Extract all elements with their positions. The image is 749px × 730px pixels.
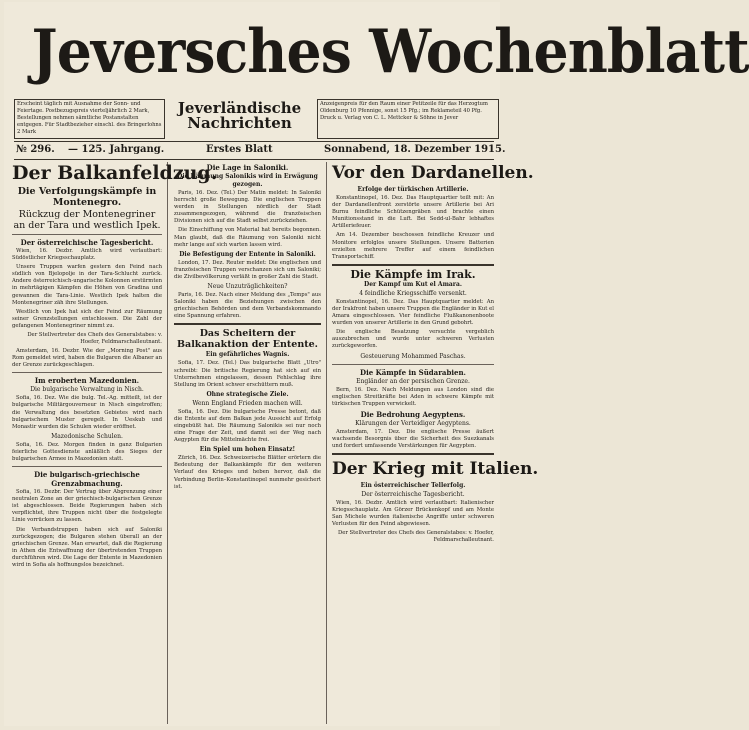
divider xyxy=(12,466,162,467)
divider xyxy=(332,364,494,365)
section-title: Die bulgarisch-griechische Grenzabmachung. xyxy=(34,470,140,489)
headline: Der Krieg mit Italien. xyxy=(332,459,539,480)
column-middle xyxy=(174,162,321,726)
section-subtitle: Die bulgarische Verwaltung in Nisch. xyxy=(30,386,144,394)
article-paragraph: Am 14. Dezember beschossen feindliche Kreuzer und Monitore erfolglos unsere Stellungen. Unsere Batterien erzielten mehrere Treffer auf einem feindlichen Transportschiff. xyxy=(332,232,494,260)
article-paragraph: London, 17. Dez. Reuter meldet: Die englischen und französischen Truppen verschanzen sich um Saloniki; die Zivilbevölkerung verläßt in großer Zahl die Stadt. xyxy=(174,259,321,280)
divider xyxy=(332,264,494,266)
article-paragraph: Die Verbandstruppen haben sich auf Saloniki zurückgezogen; die Bulgaren stehen überall an der griechischen Grenze. Man erwartet, daß die Regierung in Athen die Entwaffnung der übertretenden Truppen durchführen wird. Die Lage der Entente in Mazedonien wird in Sofia als hoffnungslos bezeichnet. xyxy=(12,526,162,568)
divider xyxy=(12,234,162,235)
divider xyxy=(332,453,494,455)
article-paragraph: Sofia, 16. Dez. Morgen finden in ganz Bulgarien feierliche Gottesdienste anläßlich des Sieges der bulgarischen Armee in Mazedonien statt. xyxy=(12,441,162,462)
section-subtitle: Klärungen der Verteidiger Aegyptens. xyxy=(355,419,471,427)
section-title: Die Bedrohung Aegyptens. xyxy=(360,409,466,419)
report-dateline: Wien, 16. Dezbr. Amtlich wird verlautbart: Südöstlicher Kriegsschauplatz. xyxy=(12,248,162,262)
article-paragraph: Unsere Truppen warfen gestern den Feind nach südlich von Bjelopolje in der Tara-Schlucht zurück. Andere österreichisch-ungarische Kolonnen erstürmten in mehrtägigen Kämpfen die Höhen von Gradina und gewannen die Tara-Linie. Westlich Ipek halten die Montenegriner zäh ihre Stellungen. xyxy=(12,264,162,306)
report-signature: Der Stellvertreter des Chefs des Generalstabes: v. Hoefer, Feldmarschalleutnant. xyxy=(337,530,494,544)
section-headline: Das Scheitern der Balkanaktion der Entente. xyxy=(177,328,318,351)
article-paragraph: Konstantinopel, 16. Dez. Das Hauptquartier teilt mit: An der Dardanellenfront zerstörte unsere Artillerie bei Ari Burnu feindliche Schützengräben und brachte einen Munitionsstand in die Luft. Bei Sedd-ul-Bahr lebhaftes Artilleriefeuer. xyxy=(332,195,494,230)
article-paragraph: Zürich, 16. Dez. Schweizerische Blätter erörtern die Bedeutung der Balkankämpfe für den weiteren Verlauf des Krieges und heben hervor, daß die Verbindung Berlin–Konstantinopel nunmehr gesichert ist. xyxy=(174,455,321,490)
section-subtitle: Ein Spiel um hohen Einsatz! xyxy=(199,446,296,454)
column-left xyxy=(12,162,218,726)
issue-bar xyxy=(16,144,506,158)
article-paragraph: Konstantinopel, 16. Dez. Das Hauptquartier meldet: An der Irakfront haben unsere Truppen die Engländer in Kut el Amara eingeschlossen. Vier feindliche Flußkanonenboote wurden von unserer Artillerie in den Grund gebohrt. xyxy=(332,298,494,327)
masthead xyxy=(12,6,749,98)
section-subtitle: Der Kampf um Kut el Amara. xyxy=(364,280,462,288)
article-paragraph: Amsterdam, 16. Dezbr. Wie der „Morning Post" aus Rom gemeldet wird, haben die Bulgaren die Albaner an der Grenze zurückgeschlagen. xyxy=(12,348,162,369)
headline: Der Balkanfeldzug. xyxy=(12,162,218,184)
article-paragraph: Sofia, 16. Dez. Die bulgarische Presse betont, daß die Entente auf dem Balkan jede Aussicht auf Erfolg eingebüßt hat. Die Räumung Salonikis sei nur noch eine Frage der Zeit, und damit sei der Weg nach Aegypten für die Mittelmächte frei. xyxy=(174,408,321,444)
article-paragraph: Bern, 16. Dez. Nach Meldungen aus London sind die englischen Streitkräfte bei Aden in schwere Kämpfe mit türkischen Truppen verwickelt. xyxy=(332,386,494,407)
subtitle-line-2: Nachrichten xyxy=(187,114,292,132)
article-paragraph: Sofia, 16. Dezbr. Der Vertrag über Abgrenzung einer neutralen Zone an der griechisch-bulgarischen Grenze ist abgeschlossen. Beide Regierungen haben sich verpflichtet, ihre Truppen nicht über die festgelegte Linie vorrücken zu lassen. xyxy=(12,489,162,524)
article-paragraph: Westlich von Ipek hat sich der Feind zur Räumung seiner Grenzstellungen entschlossen. Die Zahl der gefangenen Montenegriner nimmt zu. xyxy=(12,308,162,329)
section-subtitle: Die Befestigung der Entente in Saloniki. xyxy=(179,250,316,258)
section-subtitle: Mazedonische Schulen. xyxy=(51,432,123,440)
newspaper-title: Jeversches Wochenblatt xyxy=(31,17,749,87)
report-title: Der österreichische Tagesbericht. xyxy=(20,238,154,247)
issue-edition: Erstes Blatt xyxy=(206,144,273,155)
article-paragraph: Sofia, 16. Dez. Wie die bulg. Tel.-Ag. mitteilt, ist der bulgarische Militärgouverneur in Nisch eingetroffen; die Verwaltung des besetzten Gebietes wird nach bulgarischem Muster geregelt. In Ueskub und Monastir wurden die Schulen wieder eröffnet. xyxy=(12,395,162,430)
subscription-info-box: Erscheint täglich mit Ausnahme der Sonn- und Feiertage. Postbezugspreis vierteljährlich 2 Mark, Bestellungen nehmen sämtliche Postanstalten entgegen. Für Stadtbezieher einschl. des Bringerlohns 2 Mark xyxy=(14,99,165,139)
section-subtitle: Die Räumung Salonikis wird in Erwägung gezogen. xyxy=(177,173,318,188)
report-signature: Der Stellvertreter des Chefs des Generalstabes: v. Hoefer, Feldmarschalleutnant. xyxy=(27,332,162,346)
article-paragraph: Amsterdam, 17. Dez. Die englische Presse äußert wachsende Besorgnis über die Sicherheit des Suezkanals und fordert umfassende Verstärkungen für Aegypten. xyxy=(332,428,494,449)
deck: Rückzug der Montenegriner an der Tara und westlich Ipek. xyxy=(13,209,161,231)
section-title: Im eroberten Mazedonien. xyxy=(34,376,140,386)
article-paragraph: Wien, 16. Dezbr. Amtlich wird verlautbart: Italienischer Kriegsschauplatz. Am Görzer Brückenkopf und am Monte San Michele wurden italienische Angriffe unter schweren Verlusten für den Feind abgewiesen. xyxy=(332,500,494,528)
masthead-rule-top xyxy=(14,141,494,142)
newspaper-subtitle xyxy=(172,101,307,131)
subheadline: Die Verfolgungskämpfe in Montenegro. xyxy=(17,186,157,208)
issue-volume: — 125. Jahrgang. xyxy=(68,144,165,155)
advertising-info-box: Anzeigenpreis für den Raum einer Petitzeile für das Herzogtum Oldenburg 10 Pfennige, sonst 15 Pfg.; im Reklameteil 40 Pfg. Druck u. Verlag von C. L. Mettcker & Söhne in Jever xyxy=(317,99,499,139)
issue-date: Sonnabend, 18. Dezember 1915. xyxy=(324,144,506,155)
divider xyxy=(12,372,162,373)
masthead-rule-bottom xyxy=(14,159,494,160)
article-paragraph: Paris, 16. Dez. (Tel.) Der Matin meldet: In Saloniki herrscht große Bewegung. Die englischen Truppen werden in Stellungen nördlich der Stadt zusammengezogen, während die französischen Divisionen sich auf die Stadt selbst zurückziehen. xyxy=(174,190,321,225)
column-right xyxy=(332,162,539,726)
section-subtitle: Wenn England Frieden machen will. xyxy=(192,399,303,407)
section-subtitle: Erfolge der türkischen Artillerie. xyxy=(357,186,469,193)
section-subtitle: Der österreichische Tagesbericht. xyxy=(361,491,465,499)
section-subtitle: Ohne strategische Ziele. xyxy=(206,390,289,398)
article-paragraph: Paris, 16. Dez. Nach einer Meldung des „Temps" aus Saloniki haben die Beziehungen zwischen den griechischen Behörden und dem Verbandskommando eine Spannung erfahren. xyxy=(174,292,321,320)
section-subtitle: 4 feindliche Kriegsschiffe versenkt. xyxy=(359,289,467,297)
column-divider xyxy=(167,162,168,724)
section-subtitle: Ein gefährliches Wagnis. xyxy=(205,351,290,359)
newspaper-page xyxy=(4,2,749,726)
section-subtitle: Gesteuerung Mohammed Paschas. xyxy=(360,352,466,360)
section-subtitle: Ein österreichischer Tellerfolg. xyxy=(360,482,466,490)
column-divider xyxy=(326,162,327,724)
section-headline: Die Kämpfe im Irak. xyxy=(350,267,476,281)
section-subtitle: Engländer an der persischen Grenze. xyxy=(356,377,470,385)
issue-number: № 296. xyxy=(16,144,55,155)
headline: Vor den Dardanellen. xyxy=(332,163,534,183)
article-paragraph: Die Einschiffung von Material hat bereits begonnen. Man glaubt, daß die Räumung von Saloniki nicht mehr lange auf sich warten lassen wird. xyxy=(174,227,321,248)
section-title: Die Kämpfe in Südarabien. xyxy=(360,367,466,377)
divider xyxy=(174,323,321,325)
article-paragraph: Sofia, 17. Dez. (Tel.) Das bulgarische Blatt „Utro" schreibt: Die britische Regierung hat sich auf ein Unternehmen eingelassen, dessen Fehlschlag ihre Stellung im Orient schwer erschüttern muß. xyxy=(174,360,321,388)
subtitle-line-1: Jeverländische xyxy=(177,99,302,117)
section-title: Die Lage in Saloniki. xyxy=(206,163,289,172)
article-paragraph: Die englische Besatzung versuchte vergeblich auszubrechen und wurde unter schweren Verlusten zurückgeworfen. xyxy=(332,329,494,350)
section-subtitle: Neue Unzuträglichkeiten? xyxy=(207,283,288,291)
